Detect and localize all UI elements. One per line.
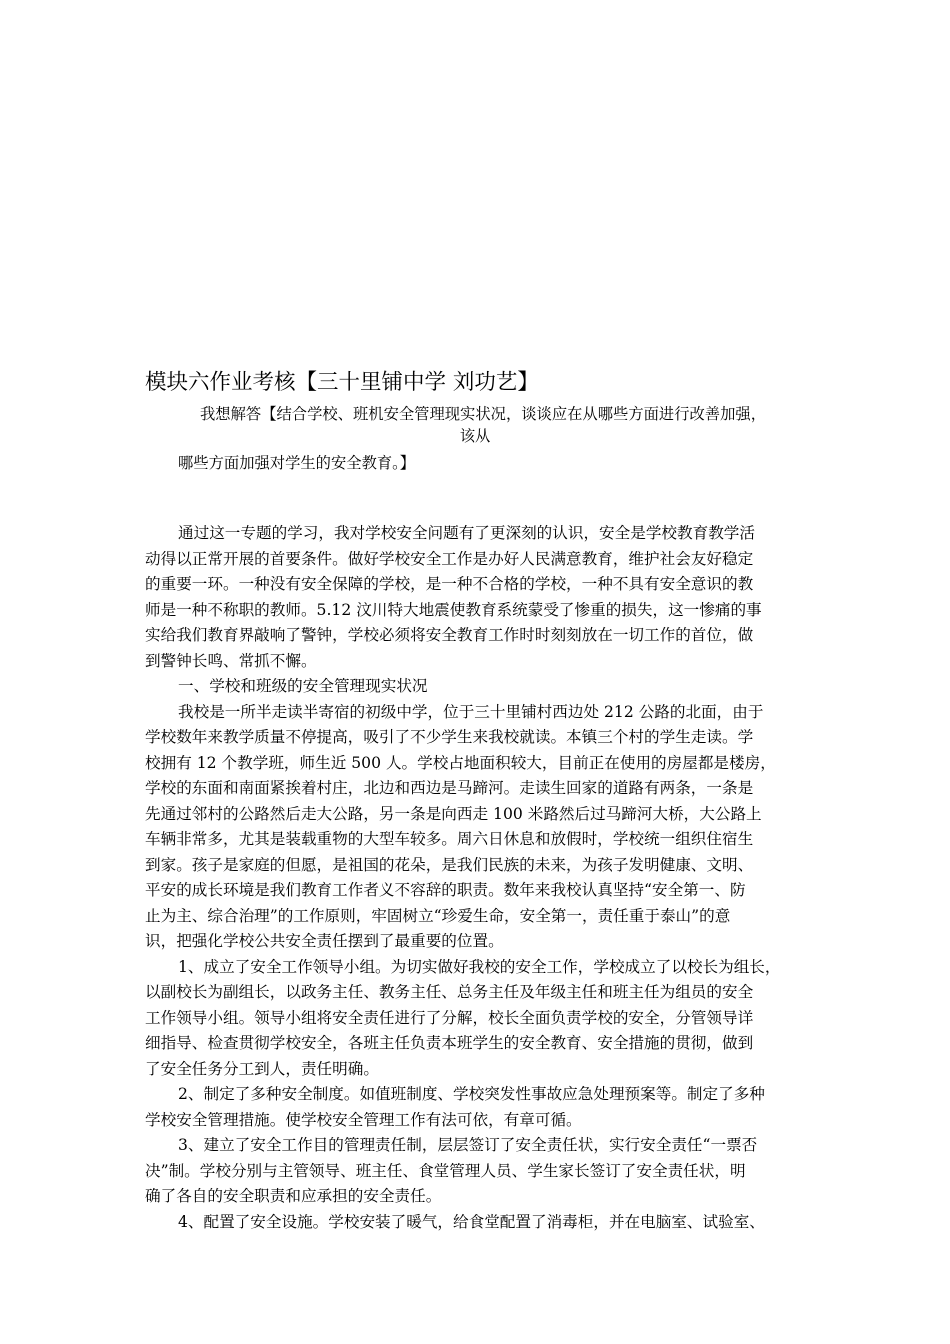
- body-line: 了安全任务分工到人，责任明确。: [145, 1059, 379, 1078]
- document-title: 模块六作业考核【三十里铺中学 刘功艺】: [145, 370, 539, 395]
- body-line: 通过这一专题的学习，我对学校安全问题有了更深刻的认识，安全是学校教育教学活: [178, 524, 755, 542]
- body-line: 确了各自的安全职责和应承担的安全责任。: [145, 1187, 442, 1205]
- body-line: 到警钟长鸣、常抓不懈。: [145, 651, 317, 670]
- body-line: 动得以正常开展的首要条件。做好学校安全工作是办好人民满意教育，维护社会友好稳定: [145, 549, 754, 568]
- body-line: 决”制。学校分别与主管领导、班主任、食堂管理人员、学生家长签订了安全责任状，明: [145, 1161, 746, 1180]
- body-line: 以副校长为副组长，以政务主任、教务主任、总务主任及年级主任和班主任为组员的安全: [145, 983, 754, 1001]
- body-line: 1、成立了安全工作领导小组。为切实做好我校的安全工作，学校成立了以校长为组长，: [178, 957, 781, 976]
- body-line: 实给我们教育界敲响了警钟，学校必须将安全教育工作时时刻刻放在一切工作的首位，做: [145, 626, 754, 644]
- question-line-1: 我想解答【结合学校、班机安全管理现实状况，谈谈应在从哪些方面进行改善加强，: [200, 405, 766, 423]
- body-line: 到家。孩子是家庭的但愿，是祖国的花朵，是我们民族的未来，为孩子发明健康、文明、: [145, 855, 754, 874]
- body-line: 4、配置了安全设施。学校安装了暖气，给食堂配置了消毒柜，并在电脑室、试验室、: [178, 1212, 765, 1231]
- body-line: 我校是一所半走读半寄宿的初级中学，位于三十里铺村西边处 212 公路的北面，由于: [178, 702, 764, 721]
- body-line: 车辆非常多，尤其是装载重物的大型车较多。周六日休息和放假时，学校统一组织住宿生: [145, 830, 754, 848]
- body-line: 先通过邻村的公路然后走大公路，另一条是向西走 100 米路然后过马蹄河大桥，大公路上: [145, 804, 762, 823]
- body-line: 学校的东面和南面紧挨着村庄，北边和西边是马蹄河。走读生回家的道路有两条，一条是: [145, 779, 754, 797]
- body-line: 止为主、综合治理”的工作原则，牢固树立“珍爱生命，安全第一，责任重于泰山”的意: [145, 906, 731, 925]
- question-line-3: 哪些方面加强对学生的安全教育。】: [178, 454, 416, 472]
- body-line: 3、建立了安全工作目的管理责任制，层层签订了安全责任状，实行安全责任“一票否: [178, 1136, 758, 1154]
- body-line: 识，把强化学校公共安全责任摆到了最重要的位置。: [145, 932, 504, 950]
- body-line: 平安的成长环境是我们教育工作者义不容辞的职责。数年来我校认真坚持“安全第一、防: [145, 881, 746, 899]
- body-line: 师是一种不称职的教师。5.12 汶川特大地震使教育系统蒙受了惨重的损失，这一惨痛的事: [145, 600, 762, 619]
- body-line: 的重要一环。一种没有安全保障的学校，是一种不合格的学校，一种不具有安全意识的教: [145, 575, 754, 593]
- body-line: 细指导、检查贯彻学校安全，各班主任负责本班学生的安全教育、安全措施的贯彻，做到: [145, 1034, 754, 1052]
- body-line: 校拥有 12 个教学班，师生近 500 人。学校占地面积较大，目前正在使用的房屋都是楼房，: [145, 753, 776, 772]
- question-line-2: 该从: [459, 427, 491, 445]
- body-text: [145, 521, 815, 1235]
- body-line: 学校安全管理措施。使学校安全管理工作有法可依，有章可循。: [145, 1110, 582, 1129]
- body-line: 学校数年来教学质量不停提高，吸引了不少学生来我校就读。本镇三个村的学生走读。学: [145, 728, 754, 746]
- body-line: 2、制定了多种安全制度。如值班制度、学校突发性事故应急处理预案等。制定了多种: [178, 1085, 765, 1103]
- body-line: 工作领导小组。领导小组将安全责任进行了分解，校长全面负责学校的安全，分管领导详: [145, 1008, 754, 1027]
- body-line: 一、学校和班级的安全管理现实状况: [178, 677, 428, 695]
